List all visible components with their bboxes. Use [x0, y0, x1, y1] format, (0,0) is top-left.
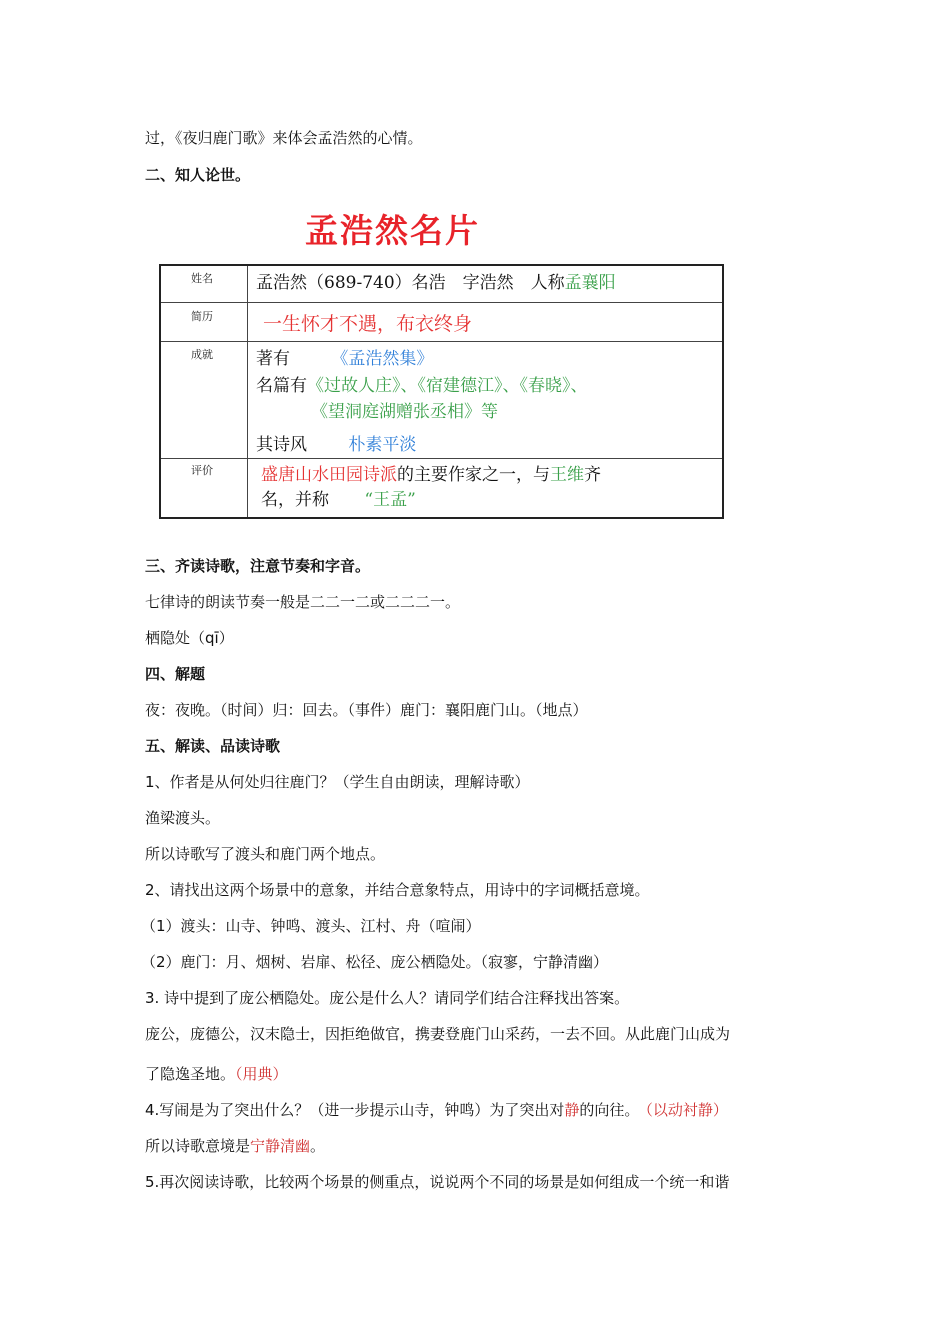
achievement-row-1 — [256, 344, 433, 369]
question-4-text: 4.写闹是为了突出什么？（进一步提示山寺，钟鸣）为了突出对 — [145, 1101, 565, 1119]
answer-2-1: （1）渡头：山寺、钟鸣、渡头、江村、舟（喧闹） — [141, 917, 481, 935]
achievement-row-2 — [256, 371, 588, 396]
eval-school: 盛唐山水田园诗派 — [261, 465, 397, 485]
question-4 — [145, 1100, 728, 1120]
answer-4-suffix: 。 — [310, 1137, 326, 1155]
achievement-row-4 — [256, 430, 416, 455]
answer-1: 渔梁渡头。 — [145, 809, 221, 827]
evaluation-row-1 — [261, 460, 601, 485]
eval-wangmeng: “王孟” — [364, 490, 416, 510]
ach-works-2-suffix: 等 — [481, 402, 498, 422]
ach-style-prefix: 其诗风 — [256, 435, 307, 455]
answer-4 — [145, 1136, 325, 1156]
section-heading-2: 二、知人论世。 — [145, 166, 251, 184]
ach-works-1: 《过故人庄》、《宿建德江》、《春晓》、 — [307, 376, 588, 396]
answer-4-prefix: 所以诗歌意境是 — [145, 1137, 251, 1155]
resume-text: 一生怀才不遇，布衣终身 — [263, 313, 473, 335]
question-3: 3. 诗中提到了庞公栖隐处。庞公是什么人？请同学们结合注释找出答案。 — [145, 989, 630, 1007]
ach-book: 《孟浩然集》 — [331, 349, 434, 369]
answer-3-line-2 — [145, 1064, 288, 1084]
question-1: 1、作者是从何处归往鹿门？（学生自由朗读，理解诗歌） — [145, 773, 530, 791]
answer-3-line-1: 庞公，庞德公，汉末隐士，因拒绝做官，携妻登鹿门山采药，一去不回。从此鹿门山成为 — [145, 1025, 731, 1043]
eval-mid: 的主要作家之一，与 — [397, 465, 550, 485]
ach-works-2: 《望洞庭湖赠张丞相》 — [311, 402, 481, 422]
intro-line: 过，《夜归鹿门歌》来体会孟浩然的心情。 — [145, 129, 423, 147]
name-text: 孟浩然（689-740）名浩 字浩然 人称 — [256, 273, 565, 293]
label-resume: 简历 — [191, 310, 213, 323]
section-heading-3: 三、齐读诗歌，注意节奏和字音。 — [145, 557, 371, 575]
answer-4-red: 宁静清幽 — [250, 1137, 311, 1155]
rhythm-note: 七律诗的朗读节奏一般是二二一二或二二二一。 — [145, 593, 461, 611]
ach-prefix-1: 著有 — [256, 349, 290, 369]
eval-wang: 王维 — [550, 465, 584, 485]
ach-prefix-2: 名篇有 — [256, 376, 307, 396]
label-achievement: 成就 — [191, 348, 213, 361]
answer-3-tag: （用典） — [235, 1065, 288, 1083]
question-4-mid: 的向往。 — [579, 1101, 640, 1119]
answer-2-2: （2）鹿门：月、烟树、岩扉、松径、庞公栖隐处。（寂寥，宁静清幽） — [141, 953, 609, 971]
answer-1b: 所以诗歌写了渡头和鹿门两个地点。 — [145, 845, 386, 863]
section-heading-5: 五、解读、品读诗歌 — [145, 737, 281, 755]
card-title: 孟浩然名片 — [305, 211, 480, 250]
eval-line2-prefix: 名，并称 — [261, 490, 329, 510]
label-name: 姓名 — [191, 272, 213, 285]
answer-3-text: 了隐逸圣地。 — [145, 1065, 236, 1083]
title-explanation: 夜：夜晚。（时间）归：回去。（事件）鹿门：襄阳鹿门山。（地点） — [145, 701, 588, 719]
label-evaluation: 评价 — [191, 464, 213, 477]
name-row — [256, 268, 616, 293]
evaluation-row-2 — [261, 485, 416, 510]
ach-style: 朴素平淡 — [348, 435, 417, 455]
section-heading-4: 四、解题 — [145, 665, 206, 683]
question-2: 2、请找出这两个场景中的意象，并结合意象特点，用诗中的字词概括意境。 — [145, 881, 650, 899]
profile-card — [159, 264, 724, 519]
achievement-row-3 — [311, 397, 498, 422]
name-nickname: 孟襄阳 — [564, 273, 616, 293]
question-4-tag: （以动衬静） — [645, 1101, 728, 1119]
pinyin-note: 栖隐处（qī） — [145, 629, 234, 647]
eval-end: 齐 — [584, 465, 601, 485]
question-5: 5.再次阅读诗歌，比较两个场景的侧重点，说说两个不同的场景是如何组成一个统一和谐 — [145, 1173, 730, 1191]
question-4-jing: 静 — [564, 1101, 580, 1119]
